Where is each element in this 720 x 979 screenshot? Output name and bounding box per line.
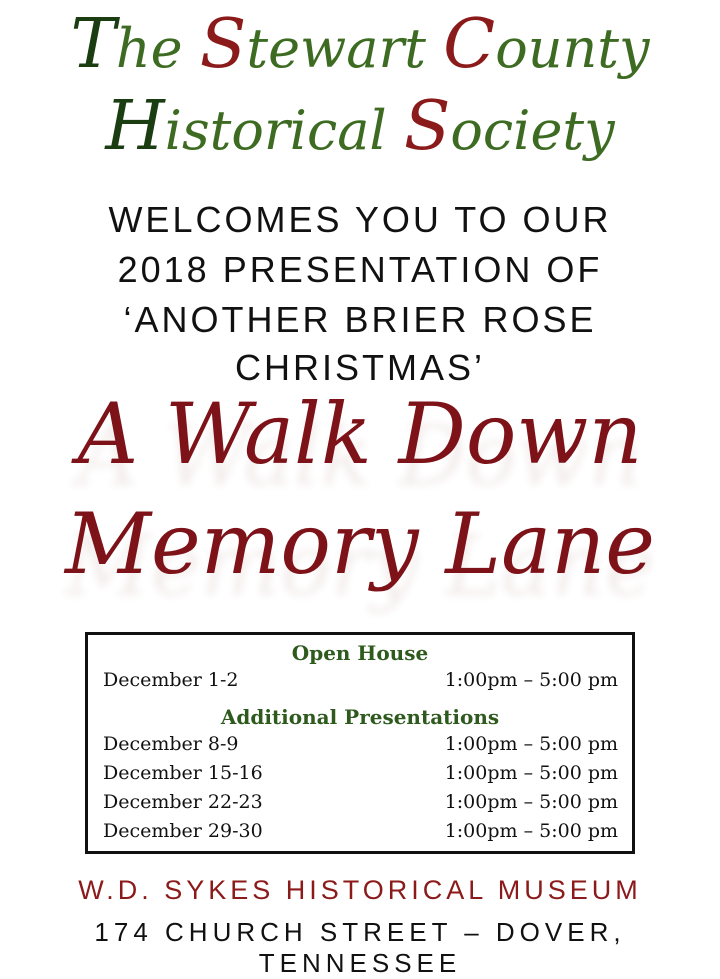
schedule-row bbox=[88, 730, 632, 759]
schedule-date: December 29-30 bbox=[103, 820, 263, 842]
schedule-date: December 8-9 bbox=[103, 733, 239, 755]
schedule-date: December 1-2 bbox=[103, 669, 239, 691]
schedule-box bbox=[85, 632, 635, 854]
additional-presentations-title: Additional Presentations bbox=[220, 705, 500, 729]
schedule-time: 1:00pm – 5:00 pm bbox=[444, 733, 618, 755]
schedule-time: 1:00pm – 5:00 pm bbox=[444, 669, 618, 691]
schedule-row bbox=[88, 788, 632, 817]
museum-address: 174 CHURCH STREET – DOVER, TENNESSEE bbox=[94, 917, 626, 978]
welcome-line-3: ‘ANOTHER BRIER ROSE CHRISTMAS’ bbox=[123, 299, 597, 388]
schedule-time: 1:00pm – 5:00 pm bbox=[444, 791, 618, 813]
schedule-time: 1:00pm – 5:00 pm bbox=[444, 762, 618, 784]
schedule-time: 1:00pm – 5:00 pm bbox=[444, 820, 618, 842]
open-house-title: Open House bbox=[291, 641, 429, 665]
society-title-line-1: The Stewart County bbox=[70, 5, 650, 84]
headline-line-1: A Walk Down bbox=[77, 385, 643, 483]
schedule-date: December 22-23 bbox=[103, 791, 263, 813]
schedule-row bbox=[88, 759, 632, 788]
welcome-line-1: WELCOMES YOU TO OUR bbox=[108, 199, 612, 240]
society-title-line-2: Historical Society bbox=[105, 87, 615, 166]
headline-line-2: Memory Lane bbox=[65, 495, 655, 593]
schedule-date: December 15-16 bbox=[103, 762, 263, 784]
schedule-row bbox=[88, 817, 632, 846]
welcome-line-2: 2018 PRESENTATION OF bbox=[117, 249, 603, 290]
museum-name: W.D. SYKES HISTORICAL MUSEUM bbox=[78, 875, 642, 905]
schedule-row bbox=[88, 666, 632, 695]
